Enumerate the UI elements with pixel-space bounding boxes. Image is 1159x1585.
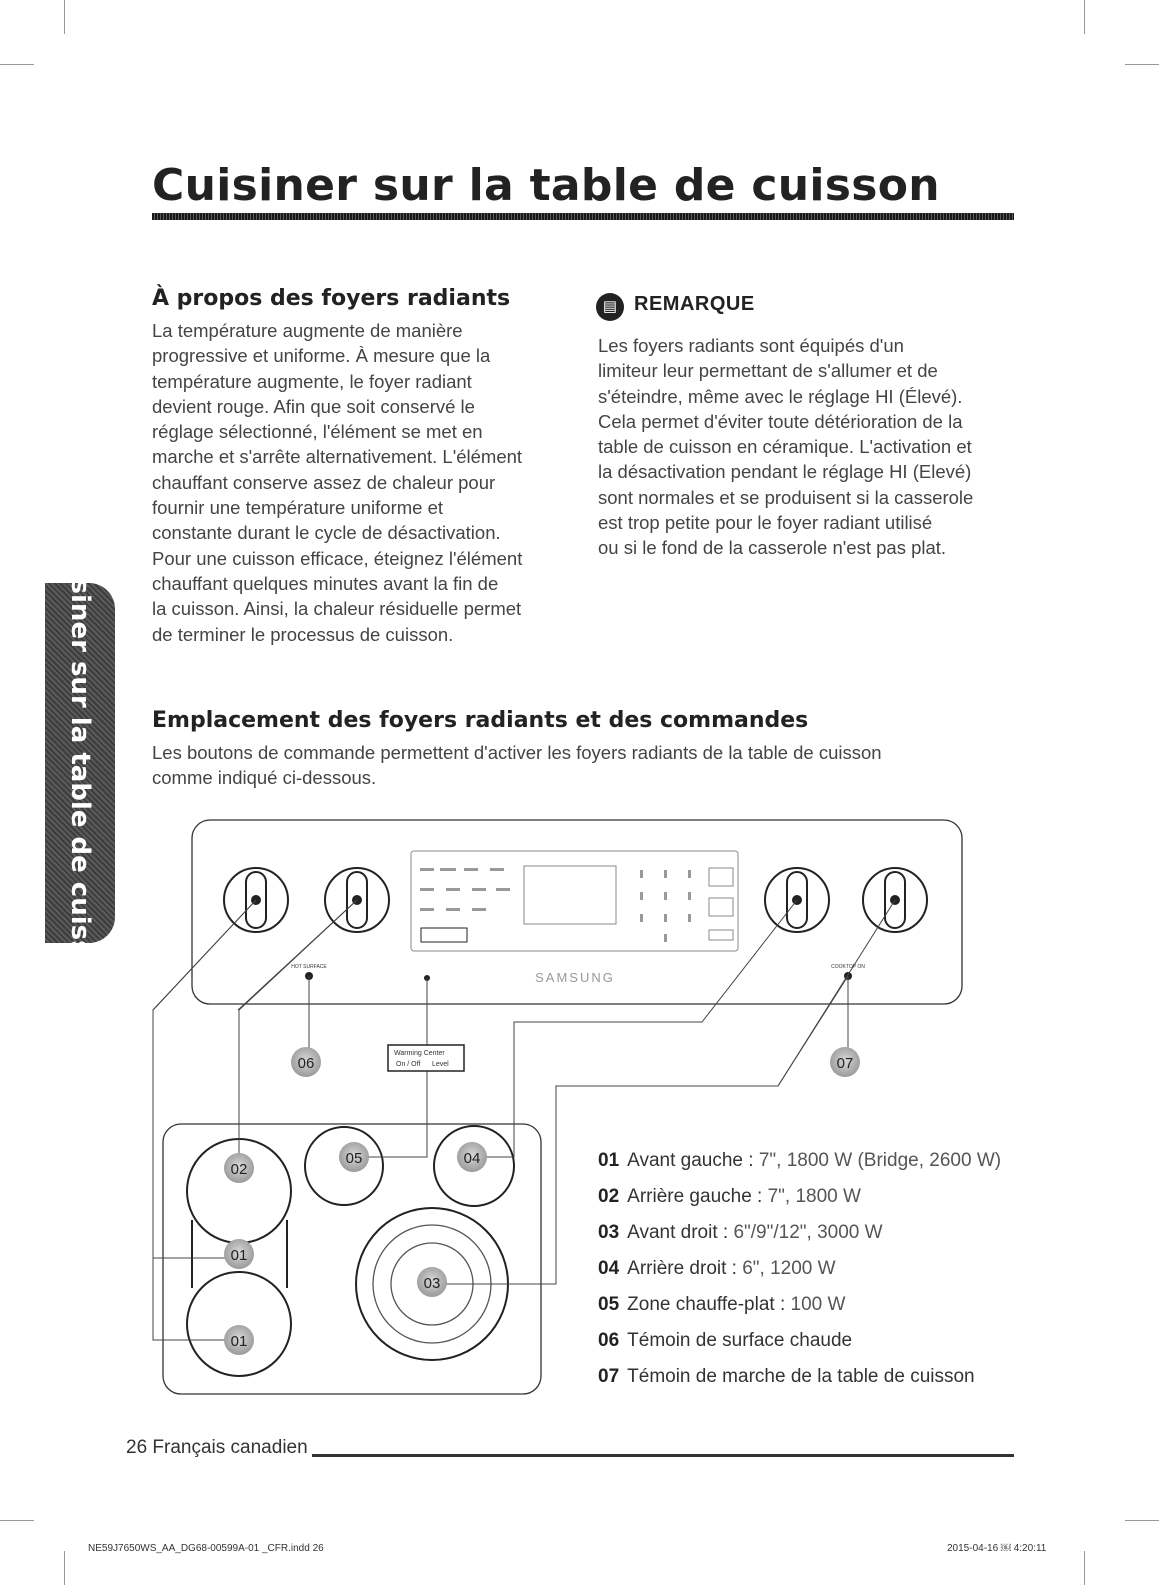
- warming-center-button: [421, 928, 467, 942]
- text-line: la cuisson. Ainsi, la chaleur résiduelle permet: [152, 598, 522, 620]
- cooktop-on-label: COOKTOP ON: [831, 964, 865, 970]
- text-line: est trop petite pour le foyer radiant utilisé: [598, 512, 933, 534]
- legend-item: [598, 1222, 1001, 1258]
- callout-03: [417, 1267, 447, 1297]
- page-footer-label: 26 Français canadien: [126, 1437, 308, 1458]
- text-line: progressive et uniforme. À mesure que la: [152, 345, 491, 367]
- text-line: ou si le fond de la casserole n'est pas plat.: [598, 537, 947, 559]
- text-line: constante durant le cycle de désactivation.: [152, 522, 501, 544]
- text-line: Cela permet d'éviter toute détérioration de la: [598, 410, 963, 432]
- legend-value: 6"/9"/12", 3000 W: [733, 1222, 883, 1243]
- brand-logo: SAMSUNG: [535, 970, 615, 985]
- section-heading-emplacement: Emplacement des foyers radiants et des commandes: [152, 708, 809, 733]
- legend-number: 03: [598, 1222, 620, 1243]
- text-line: de terminer le processus de cuisson.: [152, 623, 454, 645]
- legend-item: [598, 1366, 1001, 1402]
- svg-text:02: 02: [230, 1161, 248, 1178]
- svg-text:01: 01: [230, 1333, 248, 1350]
- callout-02: [224, 1153, 254, 1183]
- text-line: Les foyers radiants sont équipés d'un: [598, 335, 904, 356]
- print-slug-right: 2015-04-16 ￼ 4:20:11: [947, 1543, 1047, 1554]
- svg-text:06: 06: [297, 1055, 315, 1072]
- svg-text:04: 04: [463, 1150, 481, 1167]
- legend-name: Arrière droit :: [627, 1258, 737, 1279]
- legend-value: 6", 1200 W: [742, 1258, 836, 1279]
- text-line: limiteur leur permettant de s'allumer et de: [598, 360, 938, 382]
- legend-item: [598, 1150, 1001, 1186]
- legend-value: 100 W: [790, 1294, 846, 1315]
- legend-name: Témoin de marche de la table de cuisson: [627, 1366, 975, 1387]
- legend-value: 7", 1800 W (Bridge, 2600 W): [758, 1150, 1002, 1171]
- text-line: comme indiqué ci-dessous.: [152, 767, 377, 789]
- note-icon: ▤: [596, 293, 624, 321]
- side-tab-label: Cuisiner sur la table de cuisson: [65, 532, 95, 992]
- text-line: sont normales et se produisent si la casserole: [598, 486, 974, 508]
- text-line: température augmente, le foyer radiant: [152, 370, 472, 392]
- page-title: Cuisiner sur la table de cuisson: [152, 160, 940, 211]
- legend-name: Avant droit :: [627, 1222, 729, 1243]
- legend-number: 04: [598, 1258, 620, 1279]
- text-line: chauffant conserve assez de chaleur pour: [152, 471, 496, 493]
- text-line: La température augmente de manière: [152, 320, 463, 341]
- callout-01: [224, 1325, 254, 1355]
- text-line: chauffant quelques minutes avant la fin de: [152, 572, 499, 594]
- svg-text:05: 05: [345, 1150, 363, 1167]
- svg-text:01: 01: [230, 1247, 248, 1264]
- text-line: s'éteindre, même avec le réglage HI (Élevé).: [598, 385, 963, 407]
- svg-text:03: 03: [423, 1275, 441, 1292]
- legend-number: 07: [598, 1366, 620, 1387]
- legend-name: Avant gauche :: [627, 1150, 754, 1171]
- callout-06: [291, 1047, 321, 1077]
- legend-item: [598, 1258, 1001, 1294]
- warming-center-box-title: Warming Center: [394, 1050, 445, 1057]
- legend-item: [598, 1294, 1001, 1330]
- legend-item: [598, 1330, 1001, 1366]
- callout-05: [339, 1142, 369, 1172]
- burner-front-left: [187, 1272, 291, 1376]
- callout-07: [830, 1047, 860, 1077]
- note-label: REMARQUE: [634, 293, 755, 315]
- touch-display: [411, 851, 738, 951]
- legend-number: 01: [598, 1150, 620, 1171]
- callout-01-bridge: [224, 1239, 254, 1269]
- text-line: table de cuisson en céramique. L'activation et: [598, 436, 972, 458]
- callout-04: [457, 1142, 487, 1172]
- warming-center-box-level: Level: [432, 1061, 449, 1068]
- legend-number: 06: [598, 1330, 620, 1351]
- text-line: marche et s'arrête alternativement. L'élément: [152, 446, 523, 468]
- text-line: devient rouge. Afin que soit conservé le: [152, 395, 475, 417]
- text-line: Pour une cuisson efficace, éteignez l'élément: [152, 547, 523, 569]
- text-line: fournir une température uniforme et: [152, 497, 444, 519]
- legend-value: 7", 1800 W: [767, 1186, 861, 1207]
- touch-grid-marks: [420, 868, 691, 942]
- legend-number: 02: [598, 1186, 620, 1207]
- warming-center-box-onoff: On / Off: [396, 1061, 421, 1068]
- text-line: réglage sélectionné, l'élément se met en: [152, 421, 483, 443]
- text-line: Les boutons de commande permettent d'activer les foyers radiants de la table de cuisson: [152, 742, 882, 763]
- footer-rule: [312, 1454, 1014, 1457]
- svg-text:07: 07: [836, 1055, 854, 1072]
- legend-name: Arrière gauche :: [627, 1186, 763, 1207]
- text-line: la désactivation pendant le réglage HI (Elevé): [598, 461, 972, 483]
- print-slug-left: NE59J7650WS_AA_DG68-00599A-01 _CFR.indd 26: [88, 1543, 324, 1554]
- legend-number: 05: [598, 1294, 620, 1315]
- legend-name: Zone chauffe-plat :: [627, 1294, 786, 1315]
- legend-item: [598, 1186, 1001, 1222]
- section-heading-radiants: À propos des foyers radiants: [152, 286, 511, 311]
- hot-surface-label: HOT SURFACE: [291, 964, 327, 970]
- legend-name: Témoin de surface chaude: [627, 1330, 853, 1351]
- burner-legend: [598, 1150, 1001, 1402]
